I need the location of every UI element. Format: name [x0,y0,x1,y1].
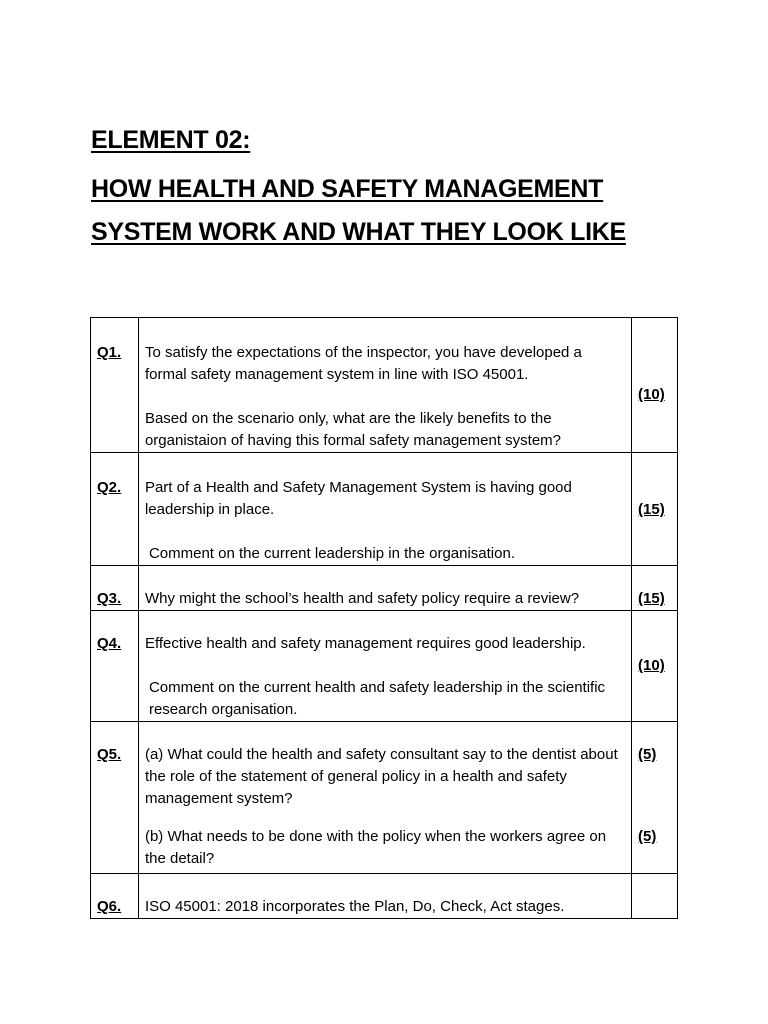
question-line: ISO 45001: 2018 incorporates the Plan, Do, Check, Act stages. [144,898,565,915]
question-number: Q6. [91,874,139,919]
question-text [138,874,631,919]
questions-table [90,317,678,919]
question-row-q3 [91,566,678,611]
question-number: Q3. [91,566,139,611]
question-line: Effective health and safety management requires good leadership. [144,635,586,652]
marks-part-a: (5) [638,746,657,763]
question-text [138,566,631,611]
question-line: Part of a Health and Safety Management System is having good leadership in place. [144,479,572,518]
question-part-b: (b) What needs to be done with the policy when the workers agree on the detail? [144,828,607,867]
question-row-q1 [91,318,678,453]
title-line-2: SYSTEM WORK AND WHAT THEY LOOK LIKE [91,218,626,246]
question-line: Comment on the current leadership in the organisation. [148,545,515,562]
question-number: Q4. [91,611,139,722]
question-text [138,722,631,874]
question-number: Q2. [91,453,139,566]
question-line: Comment on the current health and safety leadership in the scientific research organisation. [148,679,606,718]
question-number: Q5. [91,722,139,874]
question-text [138,611,631,722]
question-text [138,453,631,566]
question-row-q2 [91,453,678,566]
question-line: To satisfy the expectations of the inspector, you have developed a formal safety management system in line with ISO 45001. [144,344,582,383]
question-marks: (10) [632,611,678,722]
question-marks: (15) [632,453,678,566]
question-line: Based on the scenario only, what are the likely benefits to the organistaion of having this formal safety management system? [144,410,561,449]
question-line: Why might the school’s health and safety policy require a review? [144,590,580,607]
question-marks [632,874,678,919]
marks-part-b: (5) [638,828,657,845]
question-part-a: (a) What could the health and safety consultant say to the dentist about the role of the statement of general policy in a health and safety management system? [144,746,618,807]
question-marks [632,722,678,874]
element-heading: ELEMENT 02: [91,126,251,154]
question-marks: (15) [632,566,678,611]
question-number: Q1. [91,318,139,453]
question-row-q4 [91,611,678,722]
question-row-q6 [91,874,678,919]
question-row-q5 [91,722,678,874]
title-line-1: HOW HEALTH AND SAFETY MANAGEMENT [91,175,604,203]
question-marks: (10) [632,318,678,453]
question-text [138,318,631,453]
